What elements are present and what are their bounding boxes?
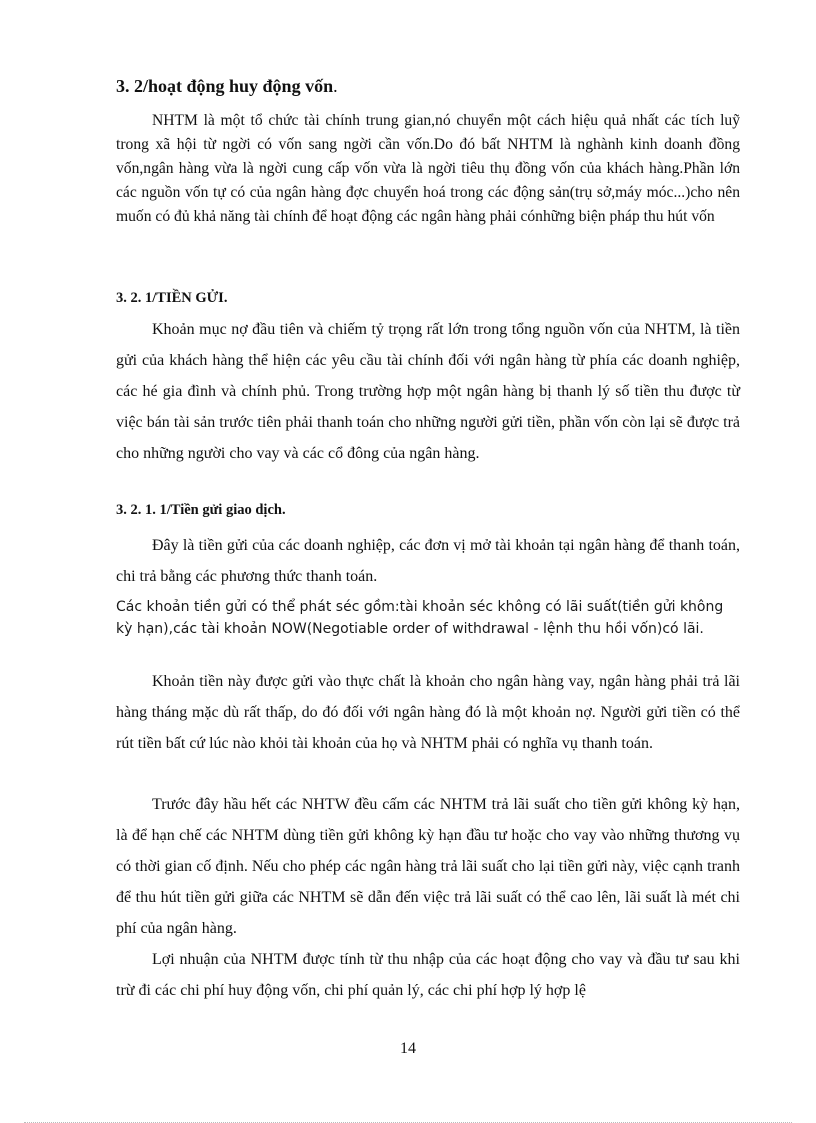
deposit-nature-paragraph: Khoản tiền này được gửi vào thực chất là khoản cho ngân hàng vay, ngân hàng phải trả lãi hàng tháng mặc dù rất thấp, do đó đối với ngân hàng đó là một khoản nợ. Người gửi tiền có thể rút tiền bất cứ lúc nào khỏi tài khoản của họ và NHTM phải có nghĩa vụ thanh toán. bbox=[116, 673, 740, 752]
intro-paragraph: NHTM là một tổ chức tài chính trung gian,nó chuyển một cách hiệu quả nhất các tích luỹ trong xã hội từ ngời có vốn sang ngời cần vốn.Do đó bất NHTM là nghành kinh doanh đồng vốn,ngân hàng vừa là ngời cung cấp vốn vừa là ngời tiêu thụ đồng vốn của khách hàng.Phần lớn các nguồn vốn tự có của ngân hàng đợc chuyển hoá trong các động sản(trụ sở,máy móc...)cho nên muốn có đủ khả năng tài chính để hoạt động các ngân hàng phải cónhững biện pháp thu hút vốn bbox=[116, 112, 740, 225]
transaction-deposits-paragraph: Đây là tiền gửi của các doanh nghiệp, các đơn vị mở tài khoản tại ngân hàng để thanh toán, chi trả bằng các phương thức thanh toán. bbox=[116, 537, 740, 585]
cheque-accounts-paragraph: Các khoản tiền gửi có thể phát séc gồm:tài khoản séc không có lãi suất(tiền gửi không kỳ hạn),các tài khoản NOW(Negotiable order of withdrawal - lệnh thu hồi vốn)có lãi. bbox=[116, 599, 724, 637]
central-bank-rule-paragraph: Trước đây hầu hết các NHTW đều cấm các NHTM trả lãi suất cho tiền gửi không kỳ hạn, là để hạn chế các NHTM dùng tiền gửi không kỳ hạn đầu tư hoặc cho vay vào những thương vụ có thời gian cố định. Nếu cho phép các ngân hàng trả lãi suất cho lại tiền gửi này, việc cạnh tranh để thu hút tiền gửi giữa các NHTM sẽ dẫn đến việc trả lãi suất có thể cao lên, lãi suất là mét chi phí của ngân hàng. bbox=[116, 796, 740, 937]
section-heading-3-2-1: 3. 2. 1/TIỀN GỬI. bbox=[116, 290, 228, 306]
section-heading-3-2-text: 3. 2/hoạt động huy động vốn bbox=[116, 76, 334, 96]
deposits-paragraph: Khoản mục nợ đầu tiên và chiếm tỷ trọng rất lớn trong tổng nguồn vốn của NHTM, là tiền gửi của khách hàng thể hiện các yêu cầu tài chính đối với ngân hàng từ phía các doanh nghiệp, các hé gia đình và chính phủ. Trong trường hợp một ngân hàng bị thanh lý số tiền thu được từ việc bán tài sản trước tiên phải thanh toán cho những người gửi tiền, phần vốn còn lại sẽ được trả cho những người cho vay và các cổ đông của ngân hàng. bbox=[116, 321, 740, 462]
page-number: 14 bbox=[400, 1040, 416, 1057]
section-heading-3-2 bbox=[116, 76, 338, 97]
section-heading-3-2-1-1: 3. 2. 1. 1/Tiền gửi giao dịch. bbox=[116, 502, 286, 518]
profit-paragraph: Lợi nhuận của NHTM được tính từ thu nhập của các hoạt động cho vay và đầu tư sau khi trừ đi các chi phí huy động vốn, chi phí quản lý, các chi phí hợp lý hợp lệ bbox=[116, 951, 740, 999]
section-heading-3-2-period: . bbox=[333, 76, 338, 96]
